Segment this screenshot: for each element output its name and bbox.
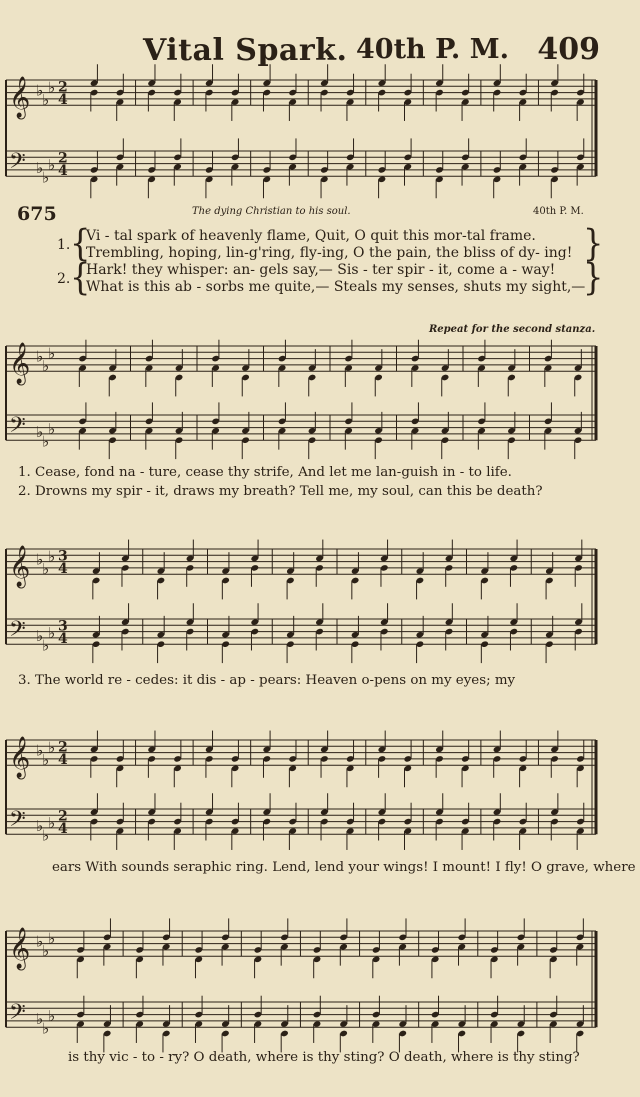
time-signature: 2 <box>58 808 68 825</box>
flat-icon: ♭ <box>42 432 50 451</box>
treble-clef-icon: 𝄞 <box>9 546 31 588</box>
flat-icon: ♭ <box>36 1009 44 1028</box>
flat-icon: ♭ <box>36 550 44 569</box>
flat-icon: ♭ <box>36 816 44 835</box>
time-signature: 4 <box>58 631 68 648</box>
time-signature: 4 <box>58 92 68 109</box>
stanza-brace-left: { <box>70 255 91 299</box>
flat-icon: ♭ <box>42 168 50 187</box>
flat-icon: ♭ <box>42 1019 50 1038</box>
hymn-subtitle: The dying Christian to his soul. <box>192 206 351 217</box>
hymn-meter-small: 40th P. M. <box>533 206 584 217</box>
flat-icon: ♭ <box>42 826 50 845</box>
stanza-brace-left: { <box>70 221 91 265</box>
flat-icon: ♭ <box>36 347 44 366</box>
hymn-title: Vital Spark. <box>143 33 348 68</box>
flat-icon: ♭ <box>42 636 50 655</box>
flat-icon: ♭ <box>48 929 56 948</box>
stanza-brace-right: } <box>583 255 604 299</box>
flat-icon: ♭ <box>42 942 50 961</box>
flat-icon: ♭ <box>48 547 56 566</box>
flat-icon: ♭ <box>36 932 44 951</box>
bass-clef-icon: 𝄢 <box>9 616 26 647</box>
time-signature: 3 <box>58 618 68 635</box>
flat-icon: ♭ <box>48 155 56 174</box>
lyric-line: 1. Cease, fond na - ture, cease thy strife, And let me lan-guish in - to life. <box>18 465 512 480</box>
treble-clef-icon: 𝄞 <box>9 737 31 779</box>
flat-icon: ♭ <box>48 623 56 642</box>
time-signature: 4 <box>58 821 68 838</box>
time-signature: 4 <box>58 561 68 578</box>
stanza-number: 1. <box>57 237 71 253</box>
flat-icon: ♭ <box>48 419 56 438</box>
flat-icon: ♭ <box>42 91 50 110</box>
flat-icon: ♭ <box>48 813 56 832</box>
time-signature: 2 <box>58 739 68 756</box>
bass-clef-icon: 𝄢 <box>9 412 26 443</box>
bass-clef-icon: 𝄢 <box>9 999 26 1030</box>
time-signature: 2 <box>58 79 68 96</box>
hymn-number: 675 <box>17 203 57 225</box>
page-number: 409 <box>537 32 600 67</box>
lyric-line: ears With sounds seraphic ring. Lend, lend your wings! I mount! I fly! O grave, where <box>52 860 636 875</box>
flat-icon: ♭ <box>42 357 50 376</box>
flat-icon: ♭ <box>48 344 56 363</box>
flat-icon: ♭ <box>42 751 50 770</box>
bass-clef-icon: 𝄢 <box>9 148 26 179</box>
stanza-line: Trembling, hoping, lin-g'ring, fly-ing, O the pain, the bliss of dy- ing! <box>86 245 573 261</box>
lyric-line: is thy vic - to - ry? O death, where is thy sting? O death, where is thy sting? <box>68 1050 580 1065</box>
treble-clef-icon: 𝄞 <box>9 343 31 385</box>
bass-clef-icon: 𝄢 <box>9 806 26 837</box>
time-signature: 4 <box>58 752 68 769</box>
time-signature: 2 <box>58 150 68 167</box>
flat-icon: ♭ <box>42 560 50 579</box>
flat-icon: ♭ <box>48 1006 56 1025</box>
time-signature: 4 <box>58 163 68 180</box>
stanza-line: What is this ab - sorbs me quite,— Steals my senses, shuts my sight,— <box>86 279 586 295</box>
hymn-meter: 40th P. M. <box>356 34 509 65</box>
treble-clef-icon: 𝄞 <box>9 928 31 970</box>
stanza-line: Vi - tal spark of heavenly flame, Quit, O quit this mor-tal frame. <box>86 228 536 244</box>
lyric-line: 2. Drowns my spir - it, draws my breath? Tell me, my soul, can this be death? <box>18 484 543 499</box>
flat-icon: ♭ <box>48 738 56 757</box>
flat-icon: ♭ <box>36 741 44 760</box>
flat-icon: ♭ <box>36 81 44 100</box>
flat-icon: ♭ <box>48 78 56 97</box>
stanza-brace-right: } <box>583 221 604 265</box>
flat-icon: ♭ <box>36 626 44 645</box>
time-signature: 3 <box>58 548 68 565</box>
repeat-note: Repeat for the second stanza. <box>429 324 596 335</box>
treble-clef-icon: 𝄞 <box>9 77 31 119</box>
flat-icon: ♭ <box>36 158 44 177</box>
flat-icon: ♭ <box>36 422 44 441</box>
stanza-number: 2. <box>57 271 71 287</box>
lyric-line: 3. The world re - cedes: it dis - ap - pears: Heaven o-pens on my eyes; my <box>18 673 516 688</box>
stanza-line: Hark! they whisper: an- gels say,— Sis - ter spir - it, come a - way! <box>86 262 556 278</box>
